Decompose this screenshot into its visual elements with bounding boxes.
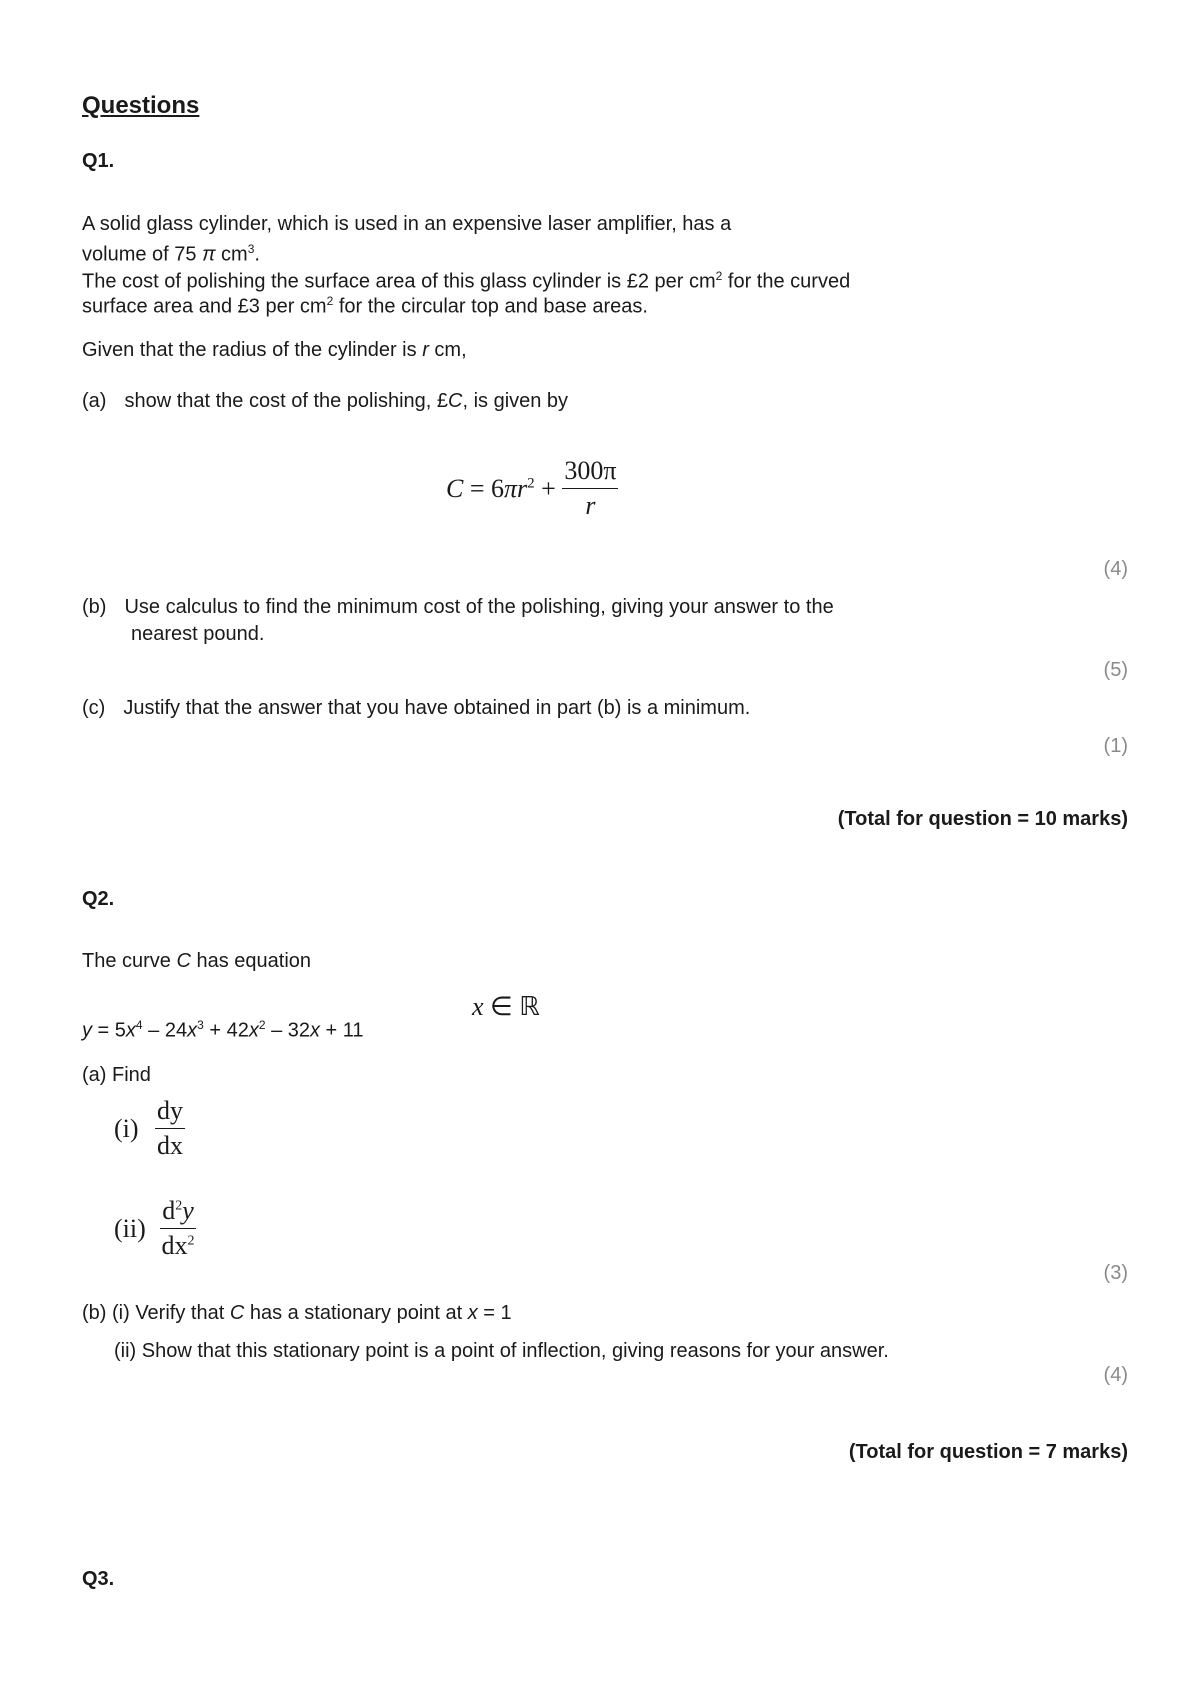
q2-part-b-ii: (ii) Show that this stationary point is a point of inflection, giving reasons for your answer. <box>114 1340 889 1362</box>
part-label: (c) <box>82 697 106 719</box>
fraction-numerator: dy <box>155 1096 185 1129</box>
superscript: 3 <box>247 242 255 256</box>
variable-C: C <box>448 390 463 412</box>
superscript: 2 <box>326 294 334 308</box>
q2-derivative-second <box>114 1196 196 1261</box>
q1-part-c <box>82 695 750 721</box>
q2-intro <box>82 948 311 974</box>
page-title: Questions <box>82 92 200 119</box>
text: – 32 <box>265 1019 310 1042</box>
numerator-y: y <box>182 1196 194 1225</box>
q1-part-b-line1 <box>82 594 834 620</box>
fraction-numerator: 300π <box>562 456 618 489</box>
part-label: (b) <box>82 596 107 618</box>
variable-C: C <box>176 950 191 972</box>
q1-part-a <box>82 388 568 414</box>
numerator-d: d <box>162 1196 176 1225</box>
text: = 5 <box>92 1019 126 1042</box>
q2-number: Q2. <box>82 888 115 910</box>
formula-text: + <box>534 473 563 503</box>
text: + 11 <box>320 1019 364 1042</box>
pi-symbol: π <box>202 243 216 266</box>
q2-total: (Total for question = 7 marks) <box>848 1441 1128 1463</box>
q2-curve-equation <box>82 1012 364 1044</box>
text: – 24 <box>142 1019 188 1042</box>
formula-superscript: 2 <box>527 474 535 491</box>
text: for the curved <box>722 270 851 293</box>
var: x <box>310 1019 320 1042</box>
fraction-denominator: dx <box>157 1131 184 1160</box>
text: volume of 75 <box>82 243 203 266</box>
numerator-superscript: 2 <box>175 1198 183 1214</box>
text: (b) (i) Verify that <box>82 1302 230 1324</box>
formula-fraction <box>562 456 618 521</box>
text: cm, <box>428 339 467 361</box>
q1-cost-line2 <box>82 288 648 320</box>
text: . <box>254 243 260 266</box>
text: cm <box>215 243 248 266</box>
superscript: 2 <box>715 269 723 283</box>
variable-r: r <box>422 339 429 361</box>
formula-lhs: C <box>446 473 464 503</box>
sub-label: (ii) <box>114 1213 146 1243</box>
fraction-denominator: r <box>585 491 596 520</box>
variable-C: C <box>229 1302 245 1324</box>
q1-paragraph-line1: A solid glass cylinder, which is used in an expensive laser amplifier, has a <box>82 213 732 235</box>
denominator-dx: dx <box>161 1231 188 1260</box>
text: ∈ ℝ <box>483 992 540 1021</box>
sub-label: (i) <box>114 1113 139 1143</box>
q1-part-b-line2: nearest pound. <box>131 623 265 645</box>
q2-part-b-i <box>82 1300 512 1326</box>
q1-mark-b: (5) <box>1103 659 1128 681</box>
text: has a stationary point at <box>244 1302 468 1324</box>
text: + 42 <box>203 1019 249 1042</box>
variable-x: x <box>467 1302 478 1324</box>
superscript: 4 <box>135 1018 143 1032</box>
denominator-superscript: 2 <box>187 1233 195 1249</box>
q1-mark-a: (4) <box>1103 558 1128 580</box>
q1-number: Q1. <box>82 150 115 172</box>
text: The cost of polishing the surface area of this glass cylinder is £2 per cm <box>82 270 716 293</box>
var: x <box>187 1019 198 1042</box>
q3-number: Q3. <box>82 1568 115 1590</box>
text: = 1 <box>477 1302 512 1324</box>
text: for the circular top and base areas. <box>333 295 648 318</box>
part-label: (a) <box>82 390 107 412</box>
text: Justify that the answer that you have obtained in part (b) is a minimum. <box>123 697 751 719</box>
derivative-fraction <box>155 1096 185 1161</box>
q1-cost-formula <box>446 456 618 521</box>
q2-domain <box>472 992 540 1022</box>
text: , is given by <box>462 390 569 412</box>
formula-r: r <box>517 473 528 503</box>
q1-total: (Total for question = 10 marks) <box>837 808 1128 830</box>
var: y <box>82 1019 92 1042</box>
q2-mark-a: (3) <box>1103 1262 1128 1284</box>
var: x <box>125 1019 136 1042</box>
text: The curve <box>82 950 177 972</box>
q1-given <box>82 337 467 363</box>
formula-pi: π <box>504 473 518 503</box>
second-derivative-fraction <box>160 1196 196 1261</box>
q2-derivative-first <box>114 1096 185 1161</box>
superscript: 2 <box>258 1018 266 1032</box>
text: show that the cost of the polishing, £ <box>124 390 448 412</box>
formula-text: = 6 <box>463 473 505 503</box>
text: Use calculus to find the minimum cost of the polishing, giving your answer to the <box>124 596 834 618</box>
superscript: 3 <box>197 1018 204 1032</box>
text: surface area and £3 per cm <box>82 295 327 318</box>
var: x <box>248 1019 259 1042</box>
q2-mark-b: (4) <box>1103 1364 1128 1386</box>
q2-part-a: (a) Find <box>82 1064 151 1086</box>
text: has equation <box>190 950 312 972</box>
text: Given that the radius of the cylinder is <box>82 339 423 361</box>
q1-mark-c: (1) <box>1103 735 1128 757</box>
var: x <box>472 992 484 1021</box>
